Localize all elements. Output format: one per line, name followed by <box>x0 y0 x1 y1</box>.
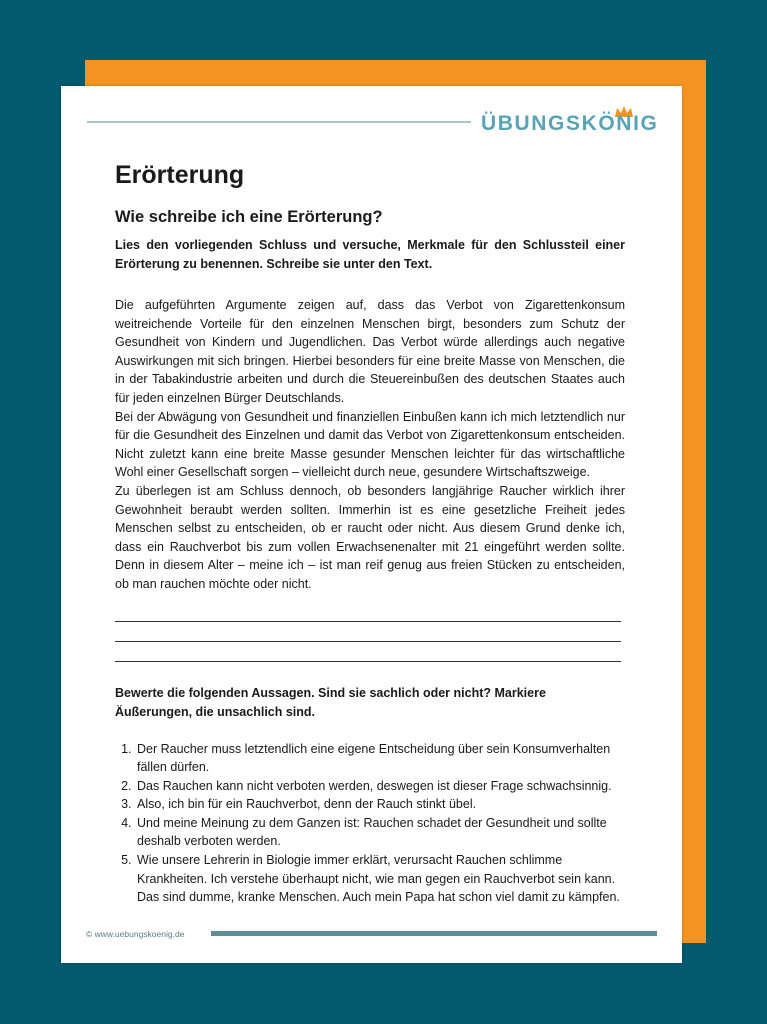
answer-line[interactable] <box>115 642 621 662</box>
essay-paragraph: Die aufgeführten Argumente zeigen auf, dass das Verbot von Zigarettenkonsum weitreichende Vorteile für den einzelnen Menschen birgt, besonders zum Schutz der Gesundheit von Kindern und Jugendlichen. Das Verbot würde allerdings auch negative Auswirkungen mit sich bringen. Hierbei besonders für eine breite Masse von Menschen, die in der Tabakindustrie arbeiten und durch die Steuereinbußen des deutschen Staates auch für jeden einzelnen Bürger Deutschlands. <box>115 298 625 405</box>
page-subtitle: Wie schreibe ich eine Erörterung? <box>115 208 383 226</box>
task-instruction: Lies den vorliegenden Schluss und versuche, Merkmale für den Schlussteil einer Erörterung zu benennen. Schreibe sie unter den Text. <box>115 238 625 271</box>
statement-item: 3. Also, ich bin für ein Rauchverbot, denn der Rauch stinkt übel. <box>135 795 625 814</box>
essay-paragraph: Zu überlegen ist am Schluss dennoch, ob besonders langjährige Raucher wirklich ihrer Gewohnheit beraubt werden sollten. Immerhin ist es eine gesetzliche Freiheit jedes Menschen selbst zu entscheiden, ob er raucht oder nicht. Aus diesem Grund denke ich, dass ein Rauchverbot bis zum vollen Erwachsenenalter mit 21 eingeführt werden sollte. Denn in diesem Alter – meine ich – ist man reif genug aus freien Stücken zu entscheiden, ob man rauchen möchte oder nicht. <box>115 483 625 591</box>
statement-list <box>115 740 625 907</box>
answer-lines[interactable] <box>115 602 625 662</box>
statement-item: 5. Wie unsere Lehrerin in Biologie immer erklärt, verursacht Rauchen schlimme Krankheiten. Ich verstehe überhaupt nicht, wie man gegen ein Rauchverbot sein kann. Das sind dumme, kranke Menschen. Auch mein Papa hat schon viel damit zu kämpfen. <box>135 851 625 907</box>
header-rule <box>87 121 471 123</box>
statement-item: 4. Und meine Meinung zu dem Ganzen ist: Rauchen schadet der Gesundheit und sollte deshalb verboten werden. <box>135 814 625 851</box>
statement-item: 2. Das Rauchen kann nicht verboten werden, deswegen ist dieser Frage schwachsinnig. <box>135 777 625 796</box>
essay-paragraph: Bei der Abwägung von Gesundheit und finanziellen Einbußen kann ich mich letztendlich nur für die Gesundheit des Einzelnen und damit das Verbot von Zigarettenkonsum entscheiden. Nicht zuletzt kann eine breite Masse gesunder Menschen leichter für das wirtschaftliche Wohl einer Gesellschaft sorgen – vielleicht durch neue, gesundere Wirtschaftszweige. <box>115 409 625 480</box>
worksheet-page <box>61 86 682 963</box>
footer-copyright[interactable]: © www.uebungskoenig.de <box>86 929 185 939</box>
footer-bar <box>211 931 657 936</box>
answer-line[interactable] <box>115 622 621 642</box>
worksheet-content <box>115 156 625 907</box>
statement-item: 1. Der Raucher muss letztendlich eine eigene Entscheidung über sein Konsumverhalten fällen dürfen. <box>135 740 625 777</box>
answer-line[interactable] <box>115 602 621 622</box>
brand-logo[interactable]: ÜBUNGSKÖNIG <box>481 112 659 135</box>
task2-instruction: Bewerte die folgenden Aussagen. Sind sie sachlich oder nicht? Markiere Äußerungen, die unsachlich sind. <box>115 685 546 719</box>
page-title: Erörterung <box>115 161 245 189</box>
essay-text <box>115 296 625 594</box>
